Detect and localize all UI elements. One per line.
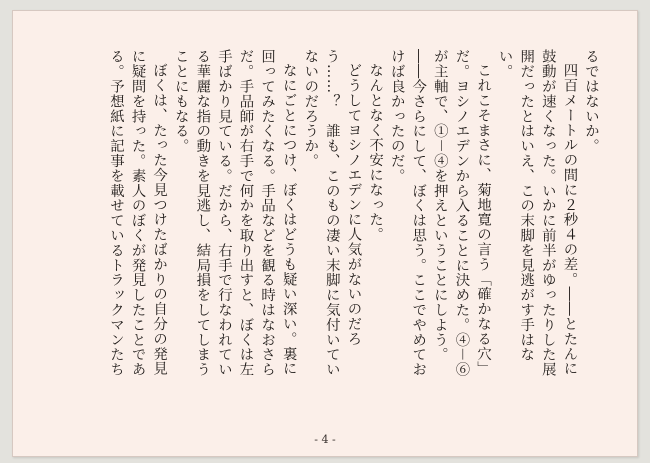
paragraph: なにごとにつけ、ぼくはどうも疑い深い。裏に回ってみたくなる。手品などを観る時はなおさらだ。手品師が右手で何かを取り出すと、ぼくは左手ばかり見ている。だから、右手で行なわれている華麗な指の動きを見逃し、結局損をしてしまうことにもなる。 (172, 49, 297, 377)
paragraph: るではないか。 (583, 49, 599, 154)
vertical-text-body (104, 49, 601, 379)
paragraph: 四百メートルの間に２秒４の差。――とたんに鼓動が速くなった。いかに前半がゆったりした展開だったとはいえ、この末脚を見逃がす手はない。 (496, 49, 578, 377)
page-number: - 4 - (314, 433, 336, 446)
paragraph: どうしてヨシノエデンに人気がないのだろう……？ 誰も、このもの凄い末脚に気付いていないのだろうか。 (302, 49, 362, 377)
book-page (12, 10, 638, 457)
paragraph: ぼくは、たった今見つけたばかりの自分の発見に疑問を持った。素人のぼくが発見したことである。予想紙に記事を載せているトラックマンたち (107, 49, 168, 377)
paragraph: これこそまさに、菊地寛の言う「確かなる穴」だ。ヨシノエデンから入ることに決めた。④－⑥が主軸で、①－④を押えということにしよう。――今さらにして、ぼくは思う。ここでやめておけば良かったのだ。 (388, 49, 492, 377)
paragraph: なんとなく不安になった。 (367, 63, 384, 243)
